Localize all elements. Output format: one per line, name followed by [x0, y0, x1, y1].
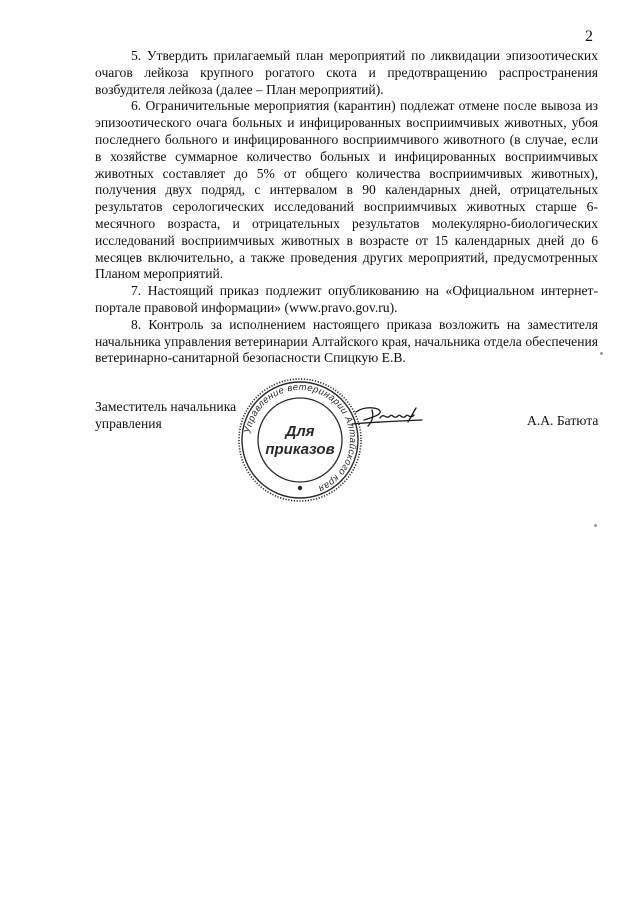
signer-name: А.А. Батюта — [527, 413, 599, 428]
signer-position — [95, 398, 236, 432]
stamp-center-line2: приказов — [265, 441, 335, 458]
scan-speck — [600, 352, 603, 355]
page-number: 2 — [585, 28, 593, 45]
handwritten-signature — [350, 402, 430, 428]
stamp-outer-ring — [239, 379, 361, 501]
paragraph-5: 5. Утвердить прилагаемый план мероприятий по ликвидации эпизоотических очагов лейкоза крупного рогатого скота и предотвращению распространения возбудителя лейкоза (далее – План мероприятий). — [95, 48, 598, 97]
stamp-center-line1: Для — [285, 423, 315, 440]
signer-position-line2: управления — [95, 416, 162, 431]
paragraph-8: 8. Контроль за исполнением настоящего приказа возложить на заместителя начальника управления ветеринарии Алтайского края, начальника отдела обеспечения ветеринарно-санитарной безопасности Спицкую Е.В. — [95, 316, 598, 366]
scan-speck — [594, 524, 597, 527]
document-body — [95, 48, 598, 367]
official-stamp — [236, 376, 364, 504]
signer-position-line1: Заместитель начальника — [95, 399, 237, 414]
paragraph-6: 6. Ограничительные мероприятия (карантин) подлежат отмене после вывоза из эпизоотического очага больных и инфицированных восприимчивых животных, убоя последнего больного и инфицированного восприимчивого животного (в случае, если в хозяйстве суммарное количество больных и инфицированных восприимчивых животных составляет до 5% от общего количества восприимчивых животных), получения двух подряд, с интервалом в 90 календарных дней, отрицательных результатов серологических исследований восприимчивых животных старше 6-месячного возраста, и отрицательных результатов молекулярно-биологических исследований восприимчивых животных в возрасте от 15 календарных дней до 6 месяцев включительно, а также проведения других мероприятий, предусмотренных Планом мероприятий. — [95, 98, 598, 282]
stamp-inner-ring — [258, 398, 342, 482]
stamp-ring-text: Управление ветеринарии Алтайского края — [242, 381, 359, 495]
stamp-bottom-dot — [298, 486, 302, 490]
paragraph-7: 7. Настоящий приказ подлежит опубликованию на «Официальном интернет-портале правовой информации» (www.pravo.gov.ru). — [95, 283, 598, 315]
